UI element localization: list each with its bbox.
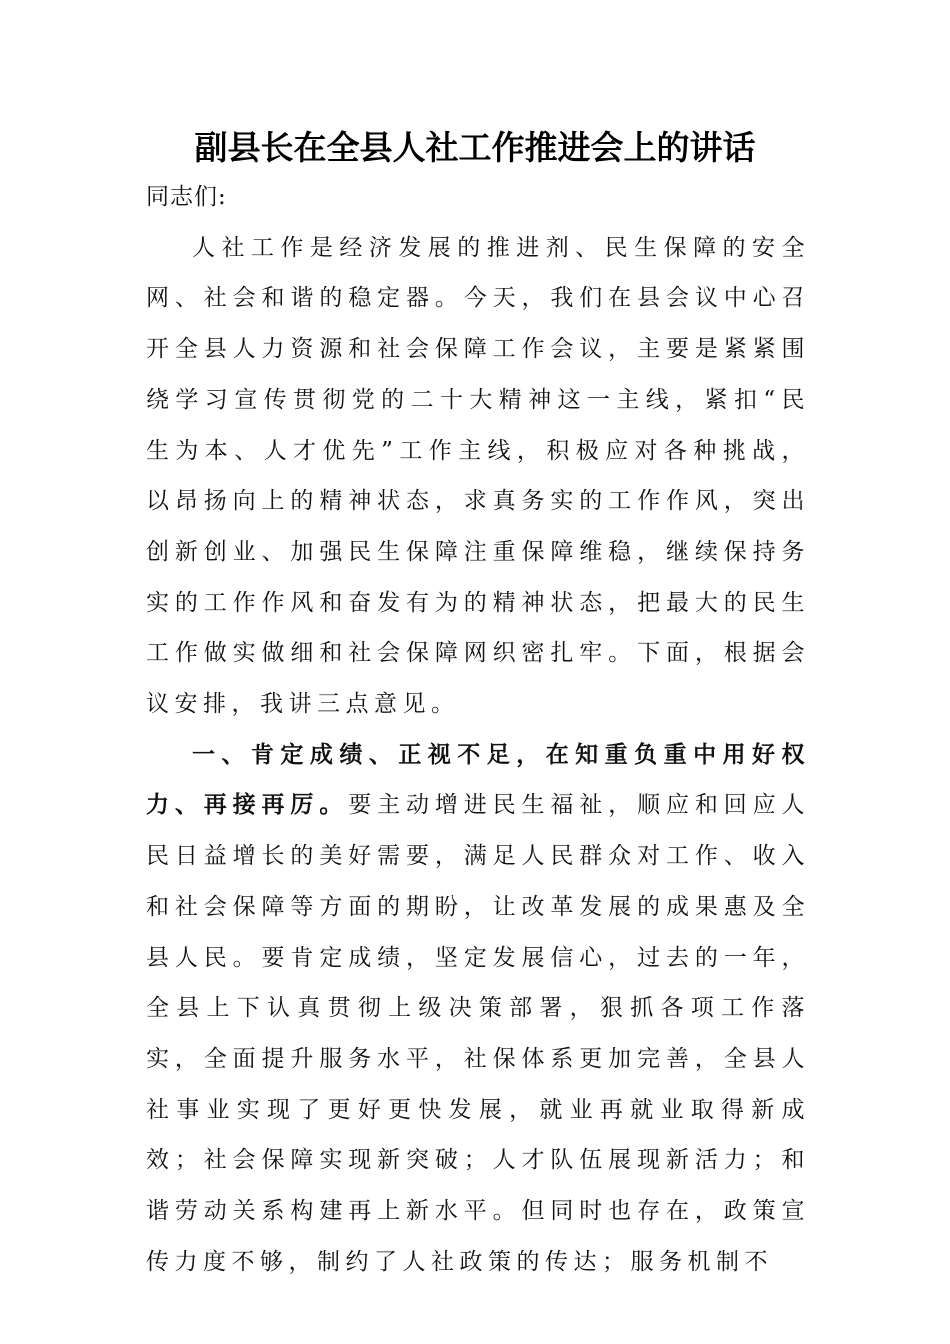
document-body bbox=[146, 172, 810, 1287]
document-title: 副县长在全县人社工作推进会上的讲话 bbox=[194, 128, 756, 167]
section-1-body: 要主动增进民生福祉，顺应和回应人民日益增长的美好需要，满足人民群众对工作、收入和社会保障等方面的期盼，让改革发展的成果惠及全县人民。要肯定成绩，坚定发展信心，过去的一年，全县上下认真贯彻上级决策部署，狠抓各项工作落实，全面提升服务水平，社保体系更加完善，全县人社事业实现了更好更快发展，就业再就业取得新成效；社会保障实现新突破；人才队伍展现新活力；和谐劳动关系构建再上新水平。但同时也存在，政策宣传力度不够，制约了人社政策的传达；服务机制不 bbox=[146, 792, 811, 1275]
opening-paragraph: 人社工作是经济发展的推进剂、民生保障的安全网、社会和谐的稳定器。今天，我们在县会议中心召开全县人力资源和社会保障工作会议，主要是紧紧围绕学习宣传贯彻党的二十大精神这一主线，紧扣“民生为本、人才优先”工作主线，积极应对各种挑战，以昂扬向上的精神状态，求真务实的工作作风，突出创新创业、加强民生保障注重保障维稳，继续保持务实的工作作风和奋发有为的精神状态，把最大的民生工作做实做细和社会保障网织密扎牢。下面，根据会议安排，我讲三点意见。 bbox=[146, 234, 810, 718]
section-1-heading: 一、肯定成绩、正视不足，在知重负重中用好权力、再接再厉。 bbox=[146, 740, 810, 819]
salutation: 同志们: bbox=[146, 184, 227, 210]
section-1-paragraph bbox=[146, 730, 810, 1288]
